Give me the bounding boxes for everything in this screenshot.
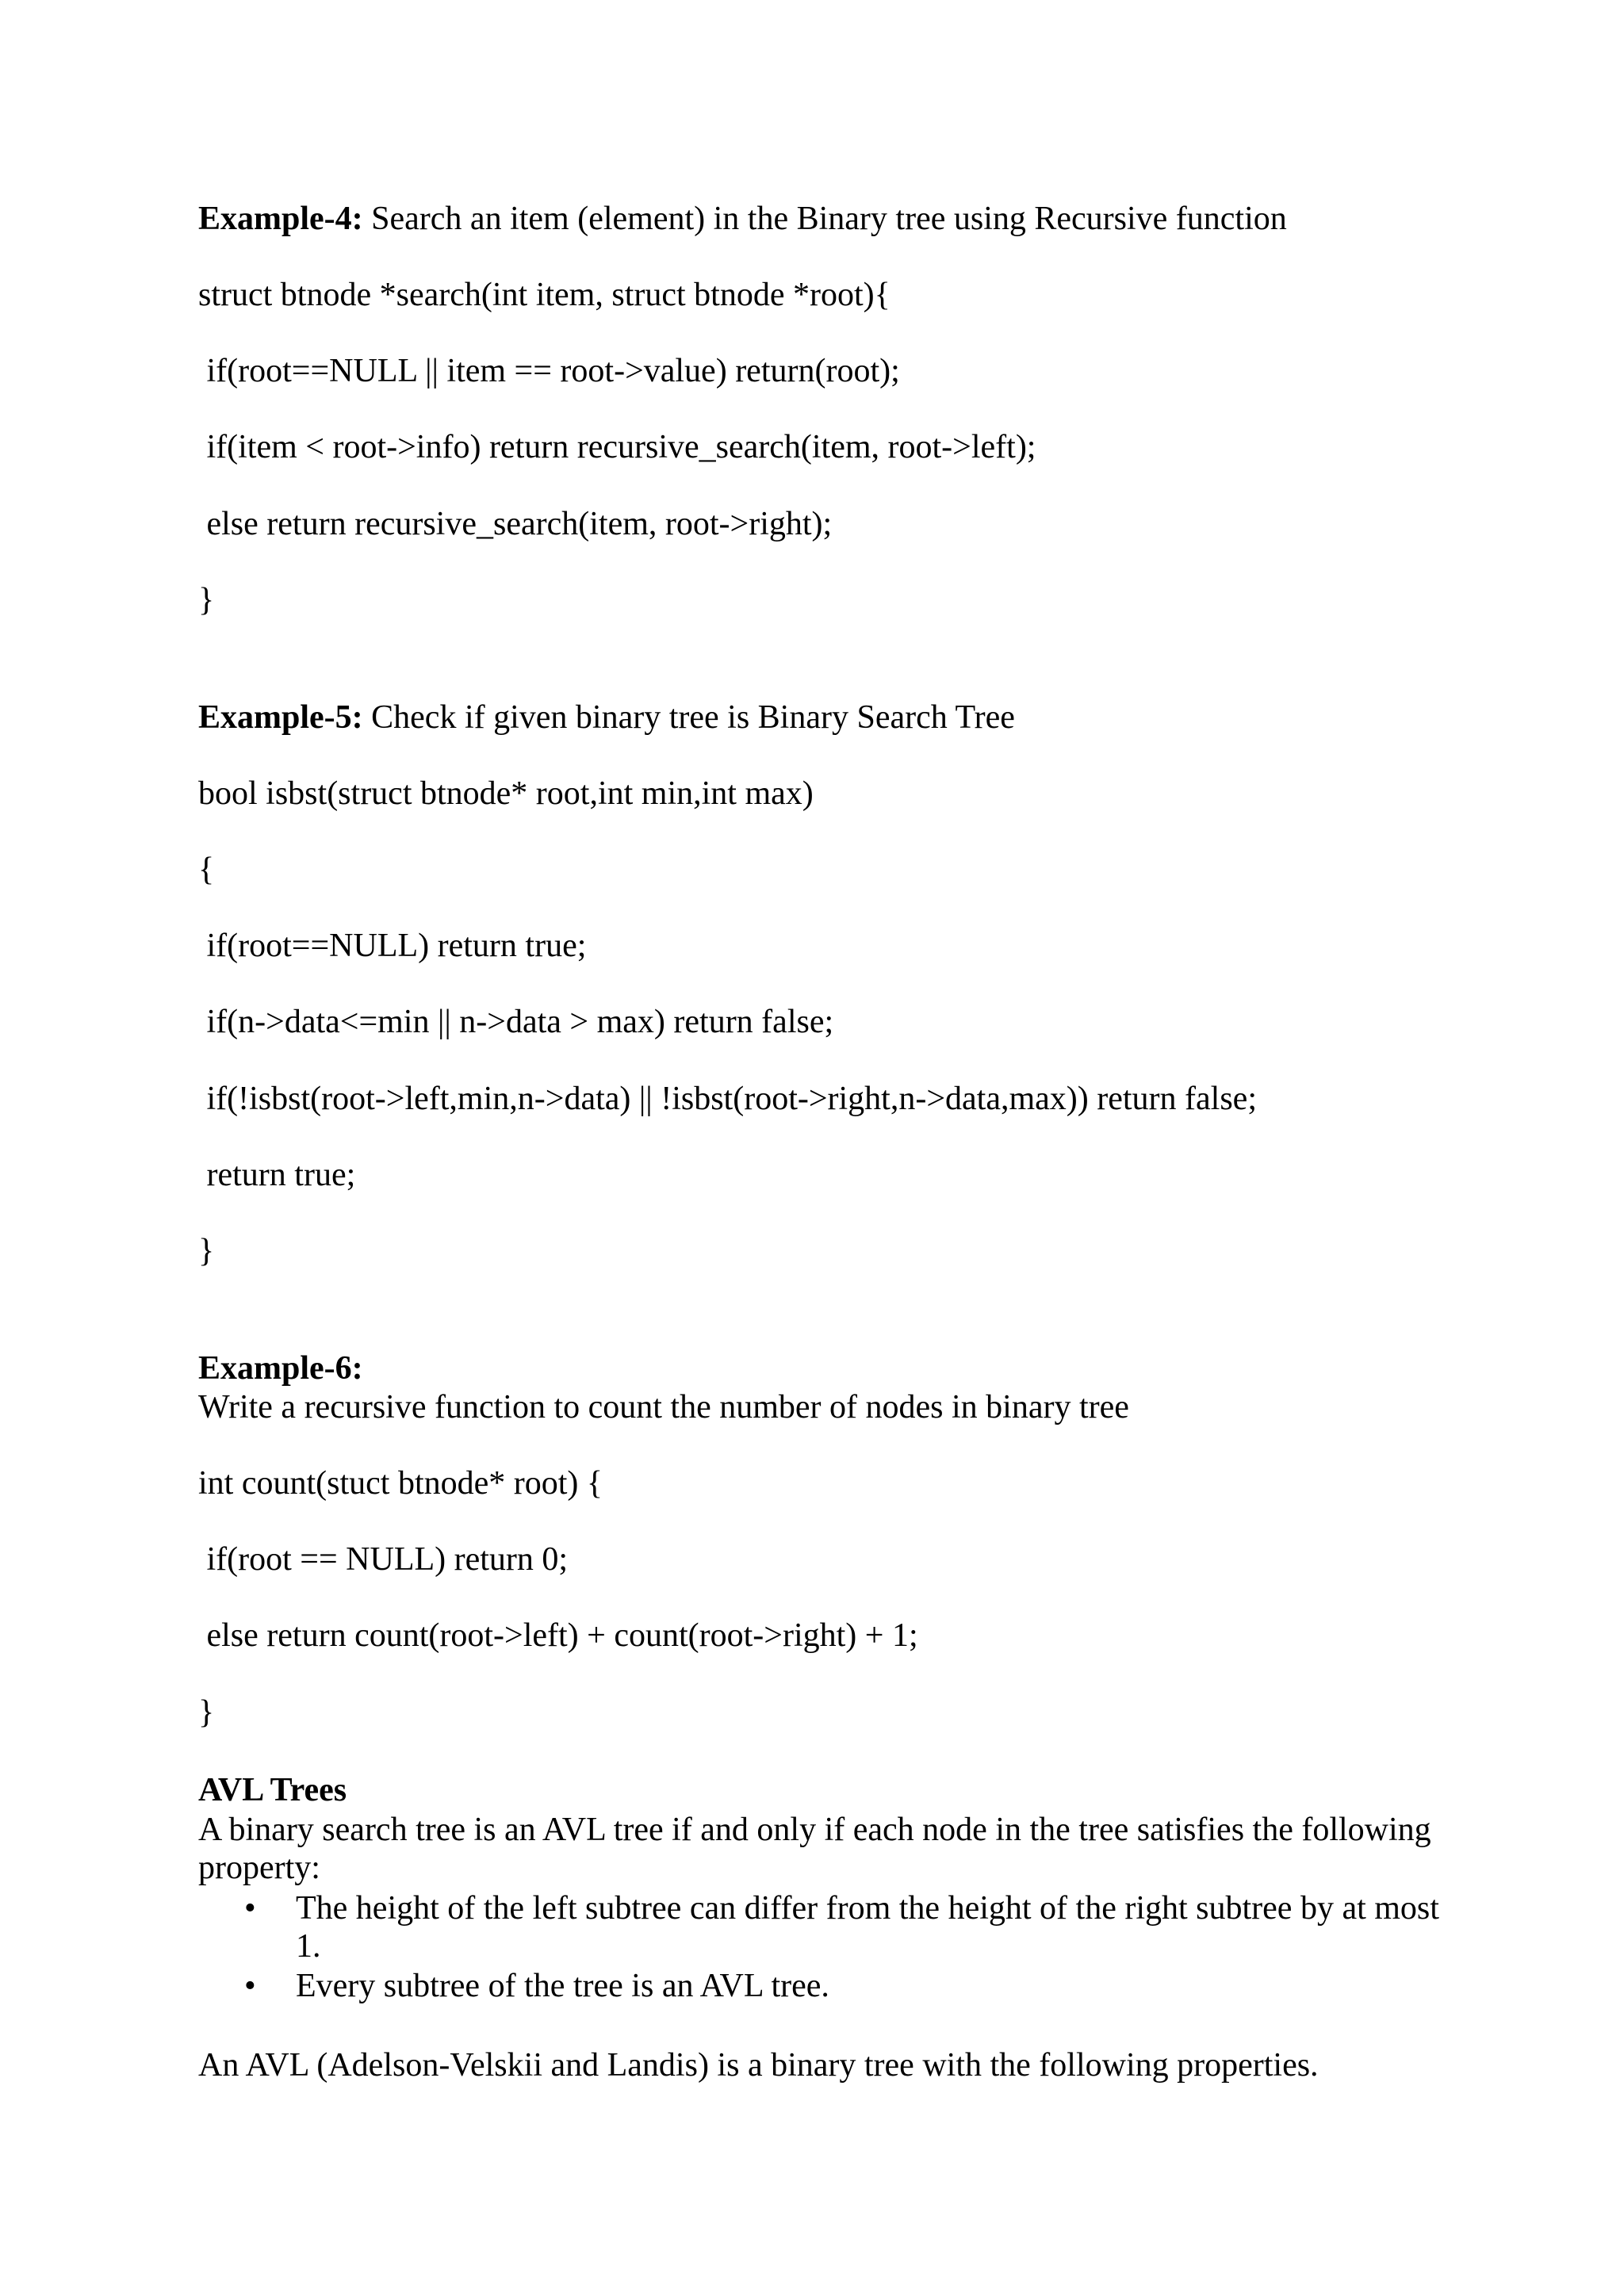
code-line: if(n->data<=min || n->data > max) return false; (198, 1004, 834, 1040)
example-6-label: Example-6: (198, 1350, 363, 1387)
avl-heading: AVL Trees (198, 1772, 347, 1808)
bullet-icon: • (244, 1968, 256, 2004)
avl-bullet-1-line-1: The height of the left subtree can differ from the height of the right subtree by at most (296, 1890, 1439, 1927)
code-line: if(root==NULL || item == root->value) return(root); (198, 353, 900, 389)
code-line: else return count(root->left) + count(root->right) + 1; (198, 1617, 918, 1654)
avl-bullet-1-line-2: 1. (296, 1928, 321, 1965)
code-line: } (198, 1233, 215, 1269)
code-line: } (198, 1694, 215, 1731)
code-line: if(!isbst(root->left,min,n->data) || !isbst(root->right,n->data,max)) return false; (198, 1081, 1257, 1117)
example-5-title: Check if given binary tree is Binary Search Tree (362, 699, 1015, 736)
code-line: { (198, 851, 215, 888)
example-4-title: Search an item (element) in the Binary tree using Recursive function (362, 201, 1287, 237)
avl-intro-line-2: property: (198, 1850, 320, 1886)
example-4-label: Example-4: (198, 201, 363, 237)
code-line: return true; (198, 1157, 356, 1193)
example-4-heading (198, 199, 1287, 239)
code-line: if(root==NULL) return true; (198, 928, 587, 964)
code-line: if(item < root->info) return recursive_search(item, root->left); (198, 429, 1036, 465)
code-line: struct btnode *search(int item, struct btnode *root){ (198, 277, 891, 313)
avl-closing: An AVL (Adelson-Velskii and Landis) is a binary tree with the following properties. (198, 2047, 1319, 2084)
bullet-icon: • (244, 1890, 256, 1927)
example-6-title: Write a recursive function to count the number of nodes in binary tree (198, 1389, 1129, 1425)
avl-intro-line-1: A binary search tree is an AVL tree if and only if each node in the tree satisfies the following (198, 1812, 1431, 1848)
code-line: if(root == NULL) return 0; (198, 1541, 569, 1578)
example-5-label: Example-5: (198, 699, 363, 736)
code-line: } (198, 582, 215, 618)
code-line: int count(stuct btnode* root) { (198, 1465, 603, 1502)
avl-bullet-2: Every subtree of the tree is an AVL tree. (296, 1968, 829, 2004)
code-line: else return recursive_search(item, root->right); (198, 506, 833, 542)
code-line: bool isbst(struct btnode* root,int min,int max) (198, 775, 814, 812)
example-5-heading (198, 698, 1015, 737)
